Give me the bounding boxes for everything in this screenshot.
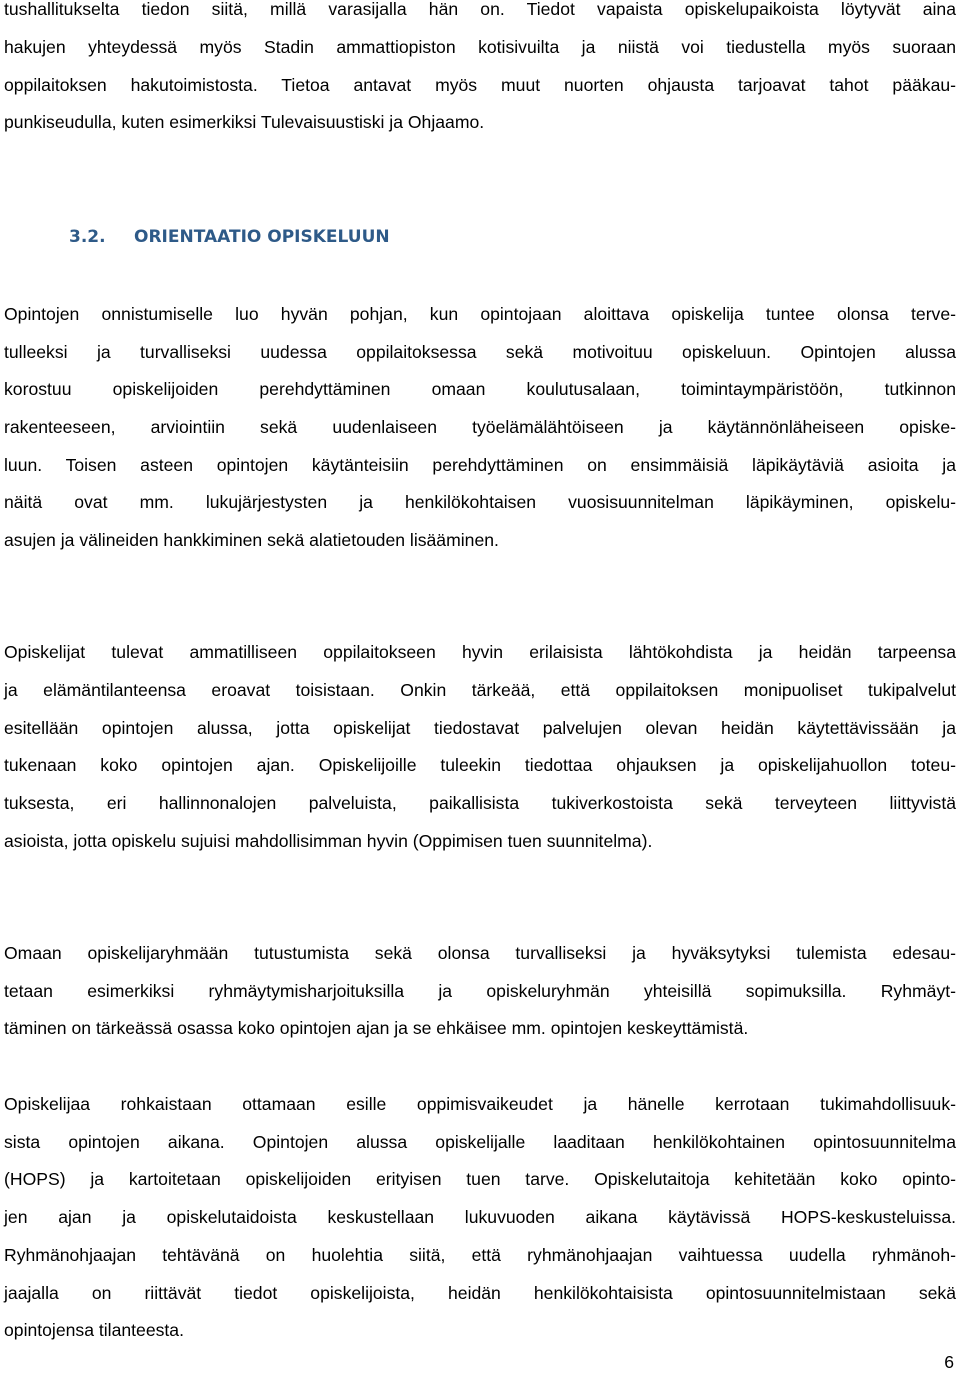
paragraph-2-line-4: rakenteeseen, arviointiin sekä uudenlaiseen työelämälähtöiseen ja käytännönläheiseen opiske- <box>4 417 956 437</box>
paragraph-3-line-3: esitellään opintojen alussa, jotta opiskelijat tiedostavat palvelujen olevan heidän käytettävissään ja <box>4 718 956 738</box>
paragraph-5-line-2: sista opintojen aikana. Opintojen alussa opiskelijalle laaditaan henkilökohtainen opintosuunnitelma <box>4 1132 956 1152</box>
paragraph-5-line-6: jaajalla on riittävät tiedot opiskelijoista, heidän henkilökohtaisista opintosuunnitelmistaan sekä <box>4 1283 956 1303</box>
paragraph-2-line-7: asujen ja välineiden hankkiminen sekä alatietouden lisääminen. <box>4 530 499 550</box>
paragraph-5-line-5: Ryhmänohjaajan tehtävänä on huolehtia siitä, että ryhmänohjaajan vaihtuessa uudella ryhmänoh- <box>4 1245 956 1265</box>
paragraph-3-line-5: tuksesta, eri hallinnonalojen palveluista, paikallisista tukiverkostoista sekä terveyteen liittyvistä <box>4 793 956 813</box>
paragraph-5-line-4: jen ajan ja opiskelutaidoista keskustellaan lukuvuoden aikana käytävissä HOPS-keskusteluissa. <box>4 1207 956 1227</box>
paragraph-5-line-7: opintojensa tilanteesta. <box>4 1320 184 1340</box>
page-number: 6 <box>944 1352 954 1372</box>
paragraph-4-line-2: tetaan esimerkiksi ryhmäytymisharjoituksilla ja opiskeluryhmän yhteisillä sopimuksilla. Ryhmäyt- <box>4 981 956 1001</box>
section-heading <box>69 224 390 250</box>
paragraph-1-line-4: punkiseudulla, kuten esimerkiksi Tulevaisuustiski ja Ohjaamo. <box>4 112 485 132</box>
paragraph-3-line-4: tukenaan koko opintojen ajan. Opiskelijoille tuleekin tiedottaa ohjauksen ja opiskelijahuollon toteu- <box>4 755 956 775</box>
paragraph-2-line-1: Opintojen onnistumiselle luo hyvän pohjan, kun opintojaan aloittava opiskelija tuntee olonsa terve- <box>4 304 956 324</box>
paragraph-1-line-1: tushallitukselta tiedon siitä, millä varasijalla hän on. Tiedot vapaista opiskelupaikoista löytyvät aina <box>4 0 956 19</box>
section-number: 3.2. <box>69 227 106 247</box>
paragraph-5-line-3: (HOPS) ja kartoitetaan opiskelijoiden erityisen tuen tarve. Opiskelutaitoja kehitetään koko opinto- <box>4 1169 956 1189</box>
paragraph-3-line-2: ja elämäntilanteensa eroavat toisistaan. Onkin tärkeää, että oppilaitoksen monipuoliset tukipalvelut <box>4 680 956 700</box>
paragraph-5-line-1: Opiskelijaa rohkaistaan ottamaan esille oppimisvaikeudet ja hänelle kerrotaan tukimahdollisuuk- <box>4 1094 956 1114</box>
paragraph-1-line-2: hakujen yhteydessä myös Stadin ammattiopiston kotisivuilta ja niistä voi tiedustella myös suoraan <box>4 37 956 57</box>
paragraph-4-line-3: täminen on tärkeässä osassa koko opintojen ajan ja se ehkäisee mm. opintojen keskeyttämistä. <box>4 1018 749 1038</box>
paragraph-4-line-1: Omaan opiskelijaryhmään tutustumista sekä olonsa turvalliseksi ja hyväksytyksi tulemista edesau- <box>4 943 956 963</box>
paragraph-2-line-5: luun. Toisen asteen opintojen käytänteisiin perehdyttäminen on ensimmäisiä läpikäytäviä asioita ja <box>4 455 956 475</box>
paragraph-2-line-3: korostuu opiskelijoiden perehdyttäminen omaan koulutusalaan, toimintaympäristöön, tutkinnon <box>4 379 956 399</box>
paragraph-3-line-6: asioista, jotta opiskelu sujuisi mahdollisimman hyvin (Oppimisen tuen suunnitelma). <box>4 831 653 851</box>
paragraph-1-line-3: oppilaitoksen hakutoimistosta. Tietoa antavat myös muut nuorten ohjausta tarjoavat tahot pääkau- <box>4 75 956 95</box>
paragraph-2-line-2: tulleeksi ja turvalliseksi uudessa oppilaitoksessa sekä motivoituu opiskeluun. Opintojen alussa <box>4 342 956 362</box>
paragraph-2-line-6: näitä ovat mm. lukujärjestysten ja henkilökohtaisen vuosisuunnitelman läpikäyminen, opiskelu- <box>4 492 956 512</box>
paragraph-3-line-1: Opiskelijat tulevat ammatilliseen oppilaitokseen hyvin erilaisista lähtökohdista ja heidän tarpeensa <box>4 642 956 662</box>
section-title: ORIENTAATIO OPISKELUUN <box>134 227 390 247</box>
